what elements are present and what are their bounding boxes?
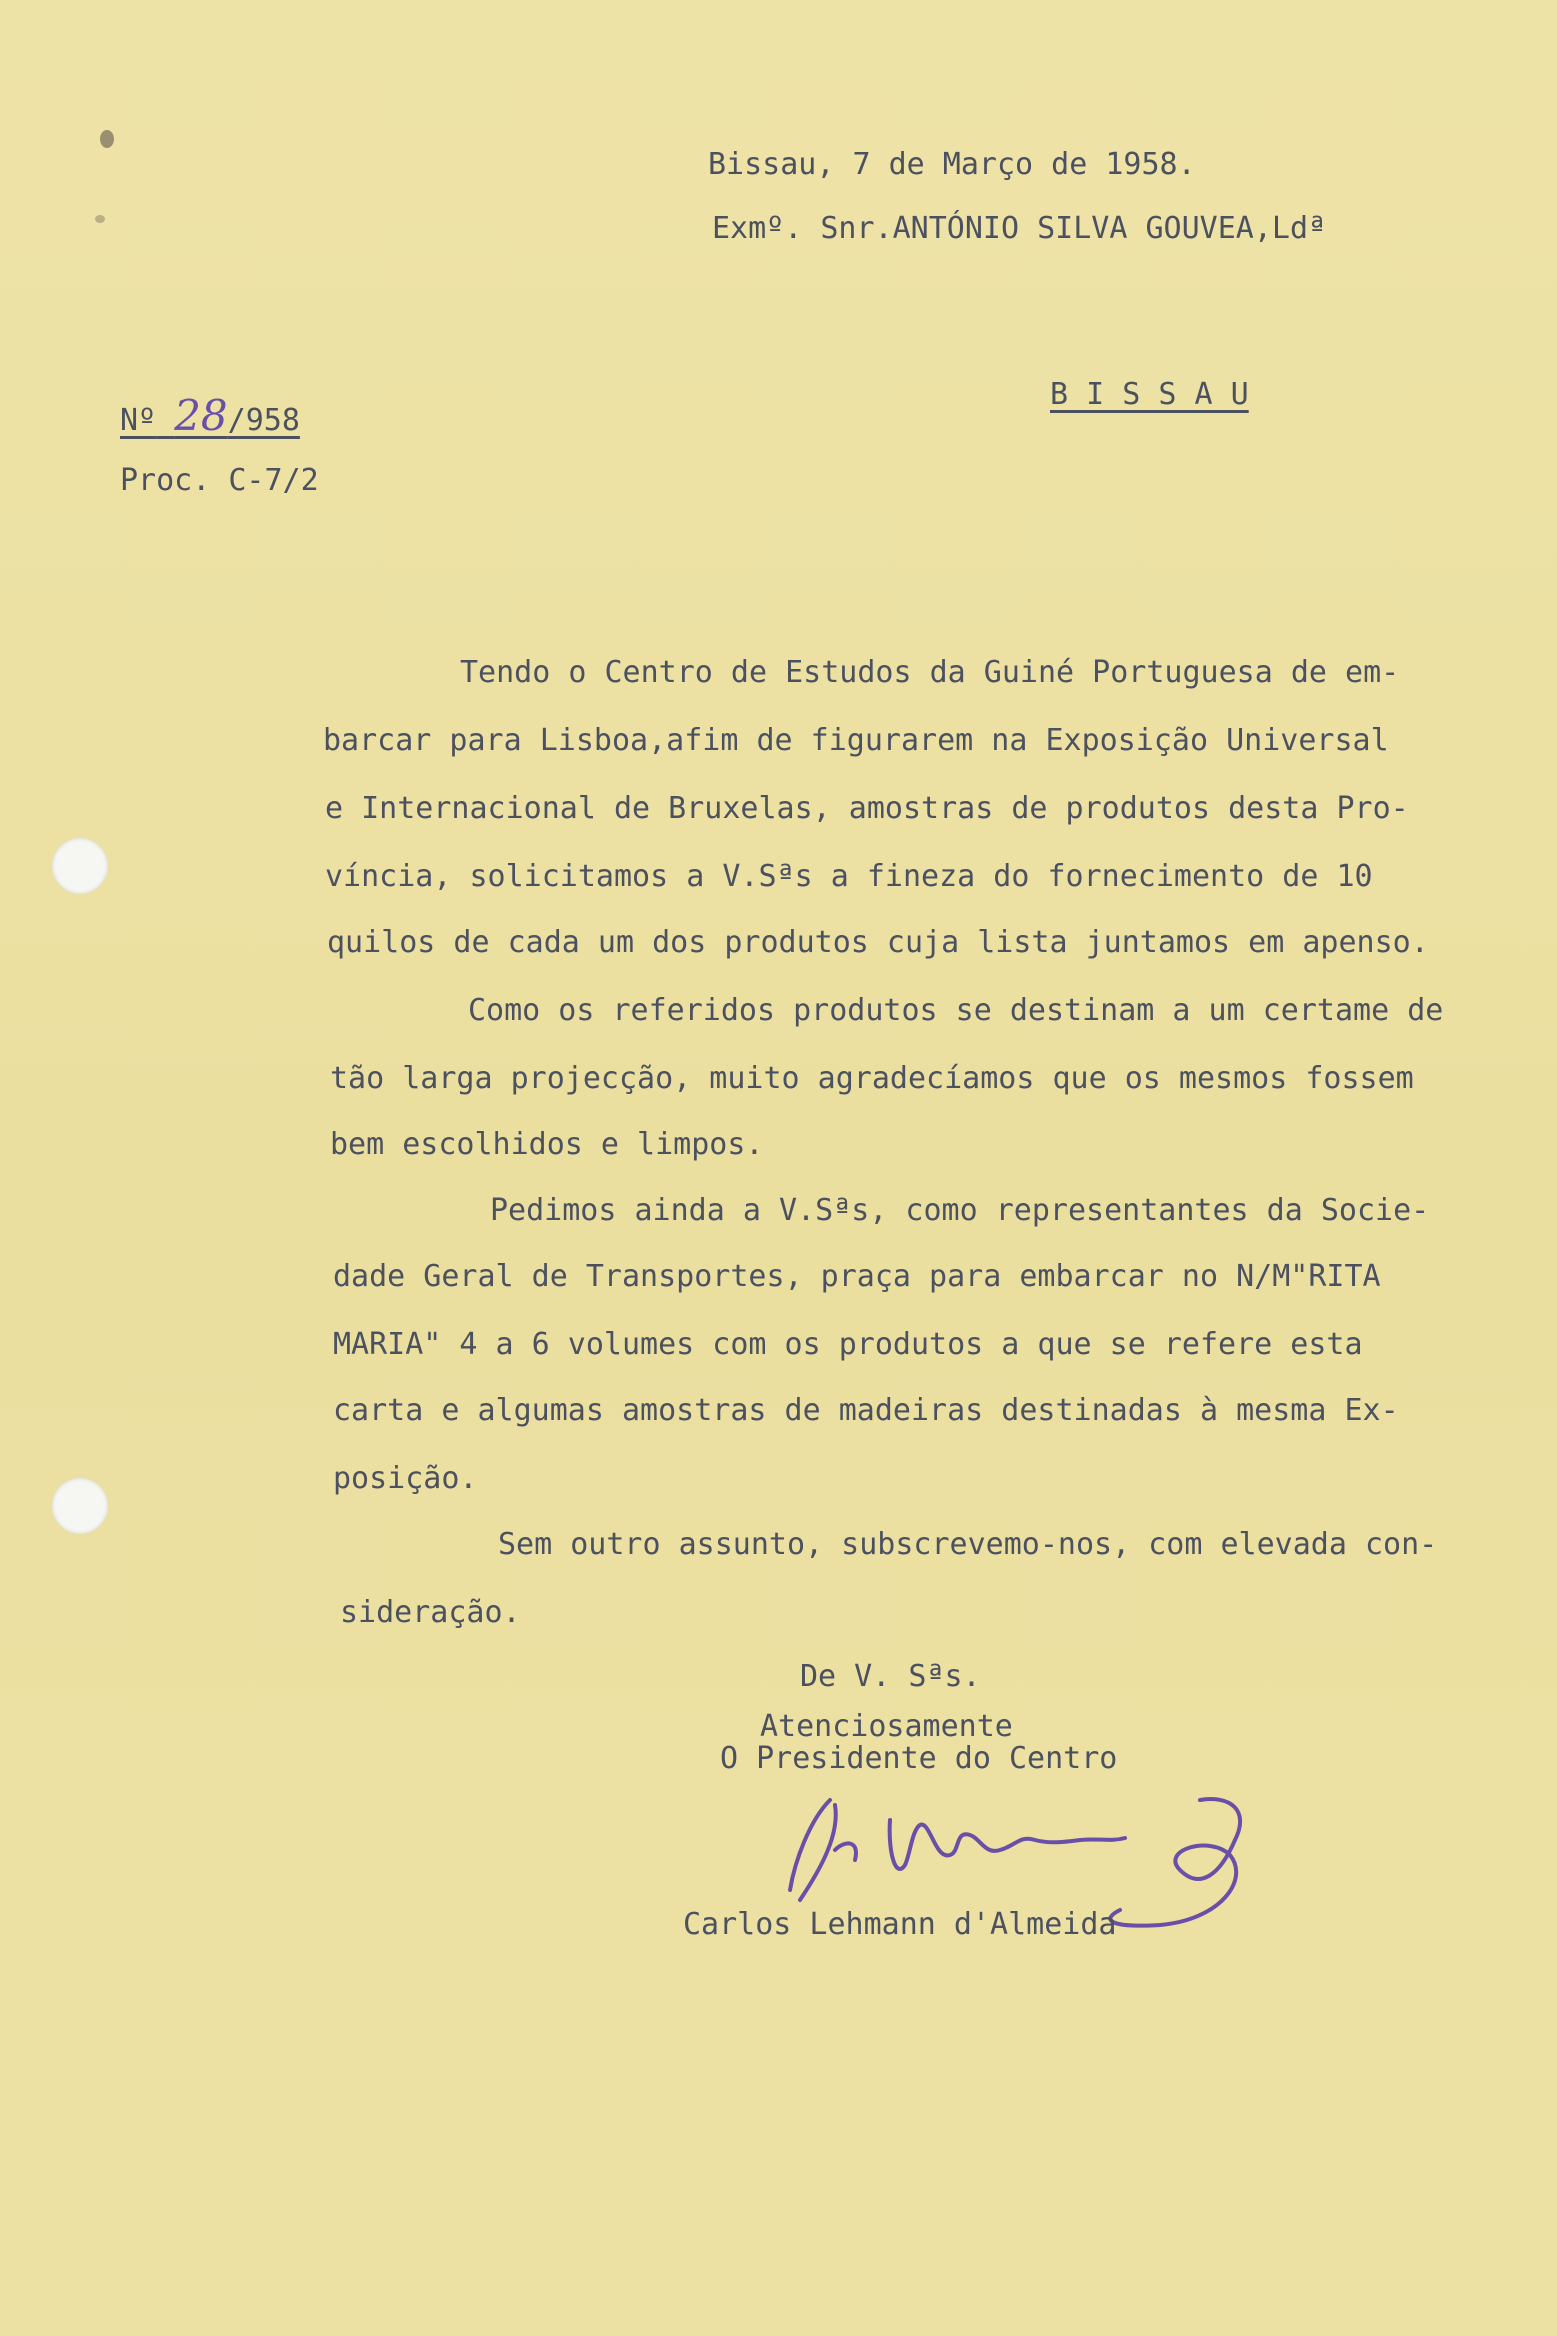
body-line: quilos de cada um dos produtos cuja lista juntamos em apenso. bbox=[327, 925, 1429, 960]
addressee: Exmº. Snr.ANTÓNIO SILVA GOUVEA,Ldª bbox=[712, 211, 1327, 246]
reference-number-prefix: Nº bbox=[120, 403, 157, 438]
punch-hole bbox=[52, 838, 108, 894]
reference-number-year: /958 bbox=[227, 403, 300, 438]
reference-number bbox=[120, 391, 300, 440]
signatory-name: Carlos Lehmann d'Almeida bbox=[683, 1907, 1117, 1942]
body-line: Como os referidos produtos se destinam a um certame de bbox=[468, 993, 1444, 1028]
body-line: e Internacional de Bruxelas, amostras de produtos desta Pro- bbox=[325, 791, 1409, 826]
body-line: tão larga projecção, muito agradecíamos que os mesmos fossem bbox=[330, 1061, 1414, 1096]
closing-salutation: De V. Sªs. bbox=[800, 1659, 981, 1694]
body-line: Sem outro assunto, subscrevemo-nos, com elevada con- bbox=[498, 1527, 1438, 1562]
handwritten-number: 28 bbox=[174, 391, 228, 440]
body-line: bem escolhidos e limpos. bbox=[330, 1127, 764, 1162]
body-line: barcar para Lisboa,afim de figurarem na Exposição Universal bbox=[323, 723, 1389, 758]
body-line: MARIA" 4 a 6 volumes com os produtos a que se refere esta bbox=[333, 1327, 1363, 1362]
paper-speck bbox=[95, 215, 105, 223]
process-reference: Proc. C-7/2 bbox=[120, 463, 319, 498]
date-line: Bissau, 7 de Março de 1958. bbox=[708, 147, 1196, 182]
body-line: Tendo o Centro de Estudos da Guiné Portuguesa de em- bbox=[460, 655, 1400, 690]
body-line: carta e algumas amostras de madeiras destinadas à mesma Ex- bbox=[333, 1393, 1399, 1428]
closing-regards: Atenciosamente bbox=[760, 1709, 1013, 1744]
punch-hole bbox=[52, 1478, 108, 1534]
city-heading: B I S S A U bbox=[1050, 377, 1249, 412]
paper-speck bbox=[100, 130, 114, 148]
closing-title: O Presidente do Centro bbox=[720, 1741, 1118, 1776]
body-line: víncia, solicitamos a V.Sªs a fineza do fornecimento de 10 bbox=[325, 859, 1373, 894]
body-line: Pedimos ainda a V.Sªs, como representantes da Socie- bbox=[490, 1193, 1430, 1228]
body-line: sideração. bbox=[340, 1595, 521, 1630]
body-line: dade Geral de Transportes, praça para embarcar no N/M"RITA bbox=[333, 1259, 1381, 1294]
body-line: posição. bbox=[333, 1461, 478, 1496]
